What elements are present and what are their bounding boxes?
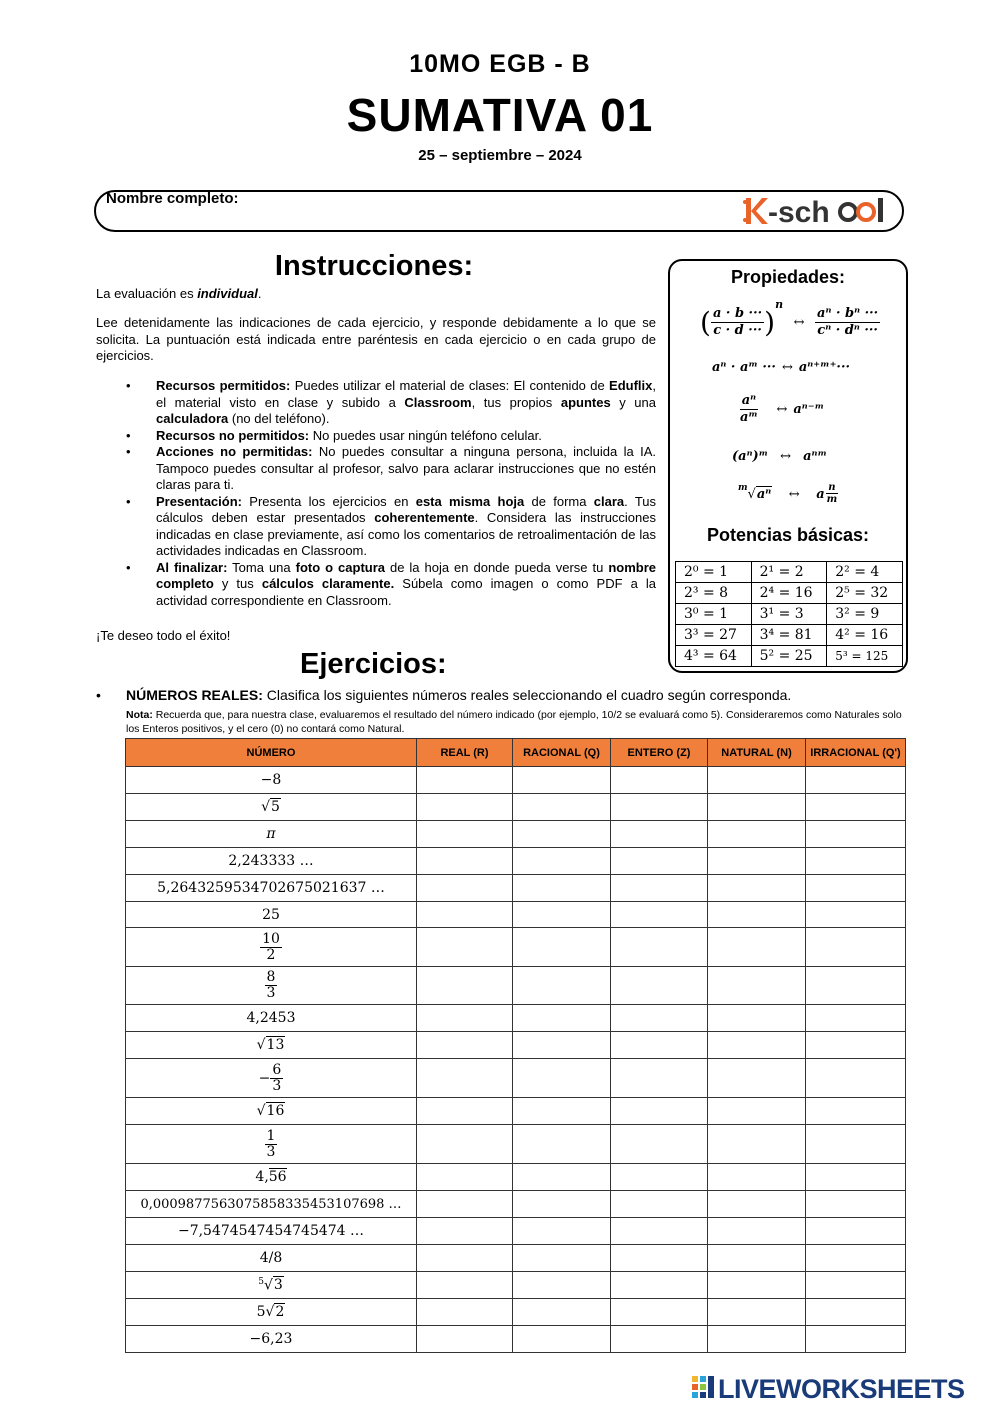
liveworksheets-brand: LIVEWORKSHEETS xyxy=(718,1374,965,1404)
table-row xyxy=(676,583,903,604)
power-cell: 2³ = 8 xyxy=(676,583,752,604)
instructions-p2: Lee detenidamente las indicaciones de cada ejercicio, y responde debidamente a lo que se solicita. La puntuación está indicada entre paréntesis en cada ejercicio o en cada grupo de ejercicios. xyxy=(96,315,656,363)
instructions-heading: Instrucciones: xyxy=(274,250,474,282)
answer-cell[interactable] xyxy=(806,794,906,821)
answer-cell[interactable] xyxy=(513,794,611,821)
number-cell: 4,2453 xyxy=(126,1005,417,1032)
answer-cell[interactable] xyxy=(513,1245,611,1272)
power-cell: 2⁴ = 16 xyxy=(751,583,827,604)
answer-cell[interactable] xyxy=(513,1326,611,1353)
basic-powers-heading: Potencias básicas: xyxy=(706,525,870,545)
col-header-integer: ENTERO (Z) xyxy=(611,739,708,767)
list-item: • Al finalizar: Toma una foto o captura de la hoja en donde pueda verse tu nombre completo y tus cálculos claramente. Súbela como imagen o como PDF a la actividad correspondiente en Classroom. xyxy=(96,560,656,610)
number-cell: −8 xyxy=(126,767,417,794)
answer-cell[interactable] xyxy=(708,1005,806,1032)
col-header-number: NÚMERO xyxy=(126,739,417,767)
answer-cell[interactable] xyxy=(513,902,611,928)
answer-cell[interactable] xyxy=(708,1299,806,1326)
power-cell: 2² = 4 xyxy=(827,562,903,583)
number-cell: 4/8 xyxy=(126,1245,417,1272)
answer-cell[interactable] xyxy=(417,1125,513,1164)
answer-cell[interactable] xyxy=(513,1191,611,1218)
answer-cell[interactable] xyxy=(806,1164,906,1191)
answer-cell[interactable] xyxy=(417,767,513,794)
answer-cell[interactable] xyxy=(611,1098,708,1125)
answer-cell[interactable] xyxy=(611,1032,708,1059)
table-row xyxy=(126,1164,906,1191)
property-root-to-power: $^m$√aⁿ ↔ a $\frac{n}{m}$ xyxy=(738,482,838,505)
answer-cell[interactable] xyxy=(417,928,513,967)
answer-cell[interactable] xyxy=(806,902,906,928)
answer-cell[interactable] xyxy=(806,1032,906,1059)
answer-cell[interactable] xyxy=(611,1005,708,1032)
exercises-heading: Ejercicios: xyxy=(300,648,447,680)
answer-cell[interactable] xyxy=(806,1326,906,1353)
table-row xyxy=(126,875,906,902)
power-cell: 4³ = 64 xyxy=(676,646,752,667)
answer-cell[interactable] xyxy=(708,967,806,1005)
answer-cell[interactable] xyxy=(611,902,708,928)
answer-cell[interactable] xyxy=(513,875,611,902)
answer-cell[interactable] xyxy=(513,848,611,875)
table-row xyxy=(126,767,906,794)
section-note: Nota: Recuerda que, para nuestra clase, evaluaremos el resultado del número indicado (por ejemplo, 10/2 se evaluará como 5). Consideraremos como Naturales solo los Enteros positivos, y el cero (0) no contará como Natural. xyxy=(126,709,902,735)
answer-cell[interactable] xyxy=(513,1164,611,1191)
table-row xyxy=(676,625,903,646)
number-cell: 5,2643259534702675021637 … xyxy=(126,875,417,902)
answer-cell[interactable] xyxy=(806,767,906,794)
answer-cell[interactable] xyxy=(806,967,906,1005)
table-row xyxy=(676,562,903,583)
power-cell: 4² = 16 xyxy=(827,625,903,646)
power-cell: 3⁰ = 1 xyxy=(676,604,752,625)
power-cell: 5² = 25 xyxy=(751,646,827,667)
instructions-list xyxy=(96,378,656,609)
answer-cell[interactable] xyxy=(611,1125,708,1164)
number-cell: $\frac{1}{3}$ xyxy=(126,1125,417,1164)
answer-cell[interactable] xyxy=(806,875,906,902)
property-product-same-base: aⁿ · aᵐ ··· ↔ aⁿ⁺ᵐ⁺··· xyxy=(712,360,851,375)
answer-cell[interactable] xyxy=(513,1098,611,1125)
answer-cell[interactable] xyxy=(417,1098,513,1125)
number-cell: $\frac{8}{3}$ xyxy=(126,967,417,1005)
table-row xyxy=(126,1218,906,1245)
power-cell: 3³ = 27 xyxy=(676,625,752,646)
name-label: Nombre completo: xyxy=(106,190,239,207)
table-row xyxy=(126,1059,906,1098)
number-cell: π xyxy=(126,821,417,848)
answer-cell[interactable] xyxy=(513,1005,611,1032)
number-cell: √13 xyxy=(126,1032,417,1059)
table-row xyxy=(126,794,906,821)
answer-cell[interactable] xyxy=(417,875,513,902)
table-row xyxy=(126,1125,906,1164)
answer-cell[interactable] xyxy=(417,1032,513,1059)
answer-cell[interactable] xyxy=(708,821,806,848)
answer-cell[interactable] xyxy=(708,928,806,967)
answer-cell[interactable] xyxy=(611,1059,708,1098)
table-row xyxy=(126,902,906,928)
answer-cell[interactable] xyxy=(708,1245,806,1272)
instructions-p1: La evaluación es individual. xyxy=(96,286,262,301)
list-item: • Recursos permitidos: Puedes utilizar el material de clases: El contenido de Eduflix, el material visto en clase y subido a Classroom, tus propios apuntes y una calculadora (no del teléfono). xyxy=(96,378,656,428)
answer-cell[interactable] xyxy=(708,1272,806,1299)
answer-cell[interactable] xyxy=(417,1164,513,1191)
answer-cell[interactable] xyxy=(611,1299,708,1326)
answer-cell[interactable] xyxy=(806,1005,906,1032)
power-cell: 5³ = 125 xyxy=(827,646,903,667)
answer-cell[interactable] xyxy=(513,767,611,794)
answer-cell[interactable] xyxy=(513,1218,611,1245)
answer-cell[interactable] xyxy=(513,967,611,1005)
answer-cell[interactable] xyxy=(611,1191,708,1218)
answer-cell[interactable] xyxy=(611,848,708,875)
answer-cell[interactable] xyxy=(513,1125,611,1164)
table-row xyxy=(126,848,906,875)
list-item: • Recursos no permitidos: No puedes usar ningún teléfono celular. xyxy=(96,428,656,445)
answer-cell[interactable] xyxy=(806,1191,906,1218)
answer-cell[interactable] xyxy=(611,875,708,902)
liveworksheets-icon-graphic xyxy=(692,1376,714,1402)
answer-cell[interactable] xyxy=(806,1125,906,1164)
answer-cell[interactable] xyxy=(806,821,906,848)
properties-heading: Propiedades: xyxy=(730,267,846,287)
answer-cell[interactable] xyxy=(417,1245,513,1272)
answer-cell[interactable] xyxy=(417,902,513,928)
answer-cell[interactable] xyxy=(513,1059,611,1098)
answer-cell[interactable] xyxy=(806,1245,906,1272)
answer-cell[interactable] xyxy=(806,1098,906,1125)
liveworksheets-icon xyxy=(692,1376,714,1402)
answer-cell[interactable] xyxy=(708,1125,806,1164)
answer-cell[interactable] xyxy=(708,767,806,794)
table-row xyxy=(676,646,903,667)
good-luck-text: ¡Te deseo todo el éxito! xyxy=(96,628,231,643)
power-cell: 2¹ = 2 xyxy=(751,562,827,583)
number-cell: √16 xyxy=(126,1098,417,1125)
power-cell: 3² = 9 xyxy=(827,604,903,625)
table-row xyxy=(126,1098,906,1125)
answer-cell[interactable] xyxy=(417,821,513,848)
answer-cell[interactable] xyxy=(611,1164,708,1191)
answer-cell[interactable] xyxy=(611,794,708,821)
answer-cell[interactable] xyxy=(708,848,806,875)
answer-cell[interactable] xyxy=(417,848,513,875)
table-row xyxy=(126,821,906,848)
power-cell: 3¹ = 3 xyxy=(751,604,827,625)
answer-cell[interactable] xyxy=(806,1218,906,1245)
property-power-of-power: (aⁿ)ᵐ ↔ aⁿᵐ xyxy=(732,449,827,464)
list-item: • Acciones no permitidas: No puedes consultar a ninguna persona, incluida la IA. Tampoco puedes consultar al profesor, salvo para aclarar instrucciones que no estén claras para ti. xyxy=(96,444,656,494)
kschool-logo xyxy=(742,192,894,230)
answer-cell[interactable] xyxy=(417,1059,513,1098)
number-cell: 5√2 xyxy=(126,1299,417,1326)
number-cell: $^5$√3 xyxy=(126,1272,417,1299)
col-header-irrational: IRRACIONAL (Q') xyxy=(806,739,906,767)
answer-cell[interactable] xyxy=(611,767,708,794)
answer-cell[interactable] xyxy=(611,967,708,1005)
course-label: 10MO EGB - B xyxy=(409,50,591,78)
table-row xyxy=(676,604,903,625)
answer-cell[interactable] xyxy=(708,1191,806,1218)
table-row xyxy=(126,1245,906,1272)
property-quotient-power: ( $\frac{a \cdot b \cdot\cdot\cdot}{c \cdot d \cdot\cdot\cdot}$ )$^n$ ↔ $\frac{\text{aⁿ · bⁿ ···}}{\text{cⁿ · dⁿ ···}}$ xyxy=(700,298,879,339)
answer-cell[interactable] xyxy=(708,902,806,928)
answer-cell[interactable] xyxy=(806,848,906,875)
table-row xyxy=(126,1191,906,1218)
property-quotient-same-base: $\frac{\text{aⁿ}}{\text{aᵐ}}$ ↔ aⁿ⁻ᵐ xyxy=(740,393,825,425)
answer-cell[interactable] xyxy=(708,1059,806,1098)
answer-cell[interactable] xyxy=(708,875,806,902)
power-cell: 2⁵ = 32 xyxy=(827,583,903,604)
answer-cell[interactable] xyxy=(708,1032,806,1059)
answer-cell[interactable] xyxy=(611,1272,708,1299)
table-row xyxy=(126,967,906,1005)
answer-cell[interactable] xyxy=(611,821,708,848)
number-cell: 4,56 xyxy=(126,1164,417,1191)
answer-cell[interactable] xyxy=(417,1005,513,1032)
list-item: • Presentación: Presenta los ejercicios en esta misma hoja de forma clara. Tus cálculos deben estar presentados coherentemente. Considera las instrucciones indicadas en clase previamente, así como los comentarios de retroalimentación de las actividades indicadas en Classroom. xyxy=(96,494,656,560)
answer-cell[interactable] xyxy=(513,1272,611,1299)
answer-cell[interactable] xyxy=(708,1164,806,1191)
answer-cell[interactable] xyxy=(708,1098,806,1125)
answer-cell[interactable] xyxy=(611,1326,708,1353)
answer-cell[interactable] xyxy=(417,1272,513,1299)
table-row xyxy=(126,928,906,967)
svg-text:-sch: -sch xyxy=(768,196,830,229)
answer-cell[interactable] xyxy=(611,928,708,967)
table-row xyxy=(126,1032,906,1059)
number-cell: $\frac{10}{2}$ xyxy=(126,928,417,967)
kschool-logo-graphic xyxy=(742,192,894,230)
col-header-real: REAL (R) xyxy=(417,739,513,767)
classification-table xyxy=(125,738,906,1353)
answer-cell[interactable] xyxy=(806,928,906,967)
number-cell: √5 xyxy=(126,794,417,821)
number-cell: 25 xyxy=(126,902,417,928)
answer-cell[interactable] xyxy=(417,1326,513,1353)
basic-powers-table xyxy=(675,561,903,667)
power-cell: 3⁴ = 81 xyxy=(751,625,827,646)
number-cell: 0,0009877563075858335453107698 … xyxy=(126,1191,417,1218)
answer-cell[interactable] xyxy=(513,928,611,967)
answer-cell[interactable] xyxy=(417,967,513,1005)
answer-cell[interactable] xyxy=(708,1218,806,1245)
answer-cell[interactable] xyxy=(417,1191,513,1218)
answer-cell[interactable] xyxy=(417,1299,513,1326)
section-title: NÚMEROS REALES: Clasifica los siguientes números reales seleccionando el cuadro según corresponda. xyxy=(126,687,792,703)
table-row xyxy=(126,1326,906,1353)
number-cell: −7,5474547454745474 … xyxy=(126,1218,417,1245)
table-row xyxy=(126,1299,906,1326)
table-row xyxy=(126,1272,906,1299)
col-header-natural: NATURAL (N) xyxy=(708,739,806,767)
answer-cell[interactable] xyxy=(708,794,806,821)
answer-cell[interactable] xyxy=(513,1299,611,1326)
answer-cell[interactable] xyxy=(611,1245,708,1272)
answer-cell[interactable] xyxy=(513,1032,611,1059)
section-bullet: • xyxy=(96,687,101,703)
table-row xyxy=(126,1005,906,1032)
answer-cell[interactable] xyxy=(806,1272,906,1299)
number-cell: 2,243333 … xyxy=(126,848,417,875)
answer-cell[interactable] xyxy=(806,1059,906,1098)
answer-cell[interactable] xyxy=(708,1326,806,1353)
answer-cell[interactable] xyxy=(417,1218,513,1245)
number-cell: −6,23 xyxy=(126,1326,417,1353)
page-title: SUMATIVA 01 xyxy=(346,89,654,141)
answer-cell[interactable] xyxy=(611,1218,708,1245)
answer-cell[interactable] xyxy=(806,1299,906,1326)
answer-cell[interactable] xyxy=(417,794,513,821)
table-header-row xyxy=(126,739,906,767)
col-header-rational: RACIONAL (Q) xyxy=(513,739,611,767)
exam-date: 25 – septiembre – 2024 xyxy=(418,147,582,164)
power-cell: 2⁰ = 1 xyxy=(676,562,752,583)
number-cell: − $\frac{6}{3}$ xyxy=(126,1059,417,1098)
answer-cell[interactable] xyxy=(513,821,611,848)
